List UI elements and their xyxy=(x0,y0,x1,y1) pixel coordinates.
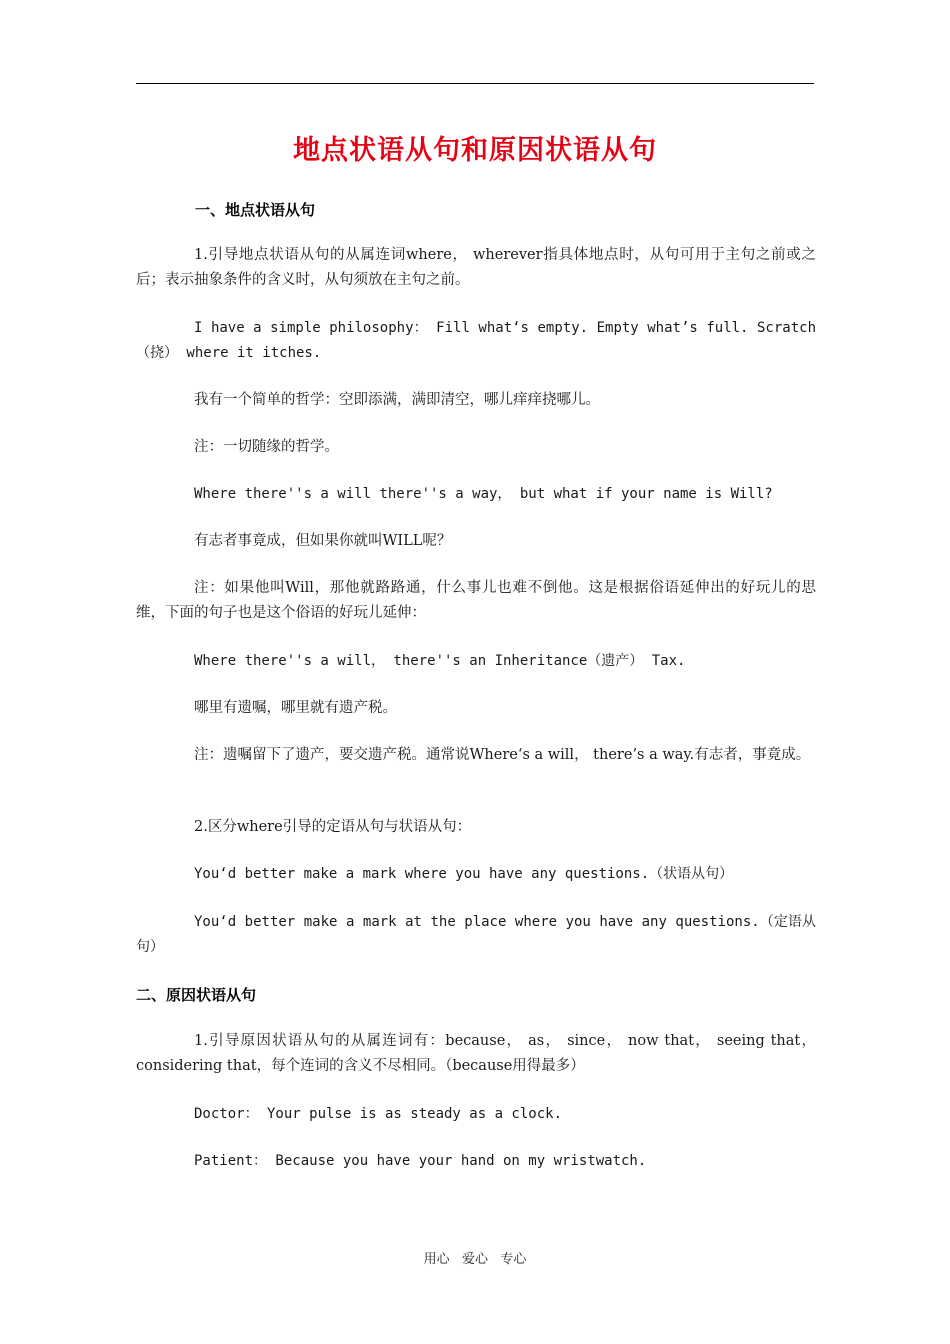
paragraph: You‘d better make a mark where you have any questions.（状语从句） xyxy=(194,866,734,882)
section-heading-place: 一、地点状语从句 xyxy=(195,201,316,219)
paragraph: Where there''s a will， there''s an Inheritance（遗产） Tax. xyxy=(194,653,686,669)
paragraph: Doctor： Your pulse is as steady as a clock. xyxy=(194,1106,563,1122)
page-footer: 用心 爱心 专心 xyxy=(423,1252,527,1267)
paragraph: 1.引导原因状语从句的从属连词有：because， as， since， now that， seeing that， considering that，每个连词的含义不尽相同。（because用得最多） xyxy=(136,1033,816,1074)
paragraph: Where there''s a will there''s a way， but what if your name is Will? xyxy=(194,486,773,502)
document-title: 地点状语从句和原因状语从句 xyxy=(293,135,657,166)
paragraph: 哪里有遗嘱，哪里就有遗产税。 xyxy=(194,700,397,716)
paragraph: 有志者事竟成，但如果你就叫WILL呢？ xyxy=(194,533,452,549)
paragraph: 1.引导地点状语从句的从属连词where， wherever指具体地点时，从句可用于主句之前或之后；表示抽象条件的含义时，从句须放在主句之前。 xyxy=(136,247,816,288)
paragraph: I have a simple philosophy： Fill what‘s empty. Empty what’s full. Scratch（挠） where it itches. xyxy=(136,320,816,361)
section-heading-cause: 二、原因状语从句 xyxy=(136,986,257,1004)
paragraph: You‘d better make a mark at the place where you have any questions.（定语从句） xyxy=(136,914,816,955)
paragraph: Patient： Because you have your hand on my wristwatch. xyxy=(194,1153,647,1169)
paragraph: 注：如果他叫Will，那他就路路通，什么事儿也难不倒他。这是根据俗语延伸出的好玩儿的思维，下面的句子也是这个俗语的好玩儿延伸： xyxy=(136,580,816,621)
paragraph: 2.区分where引导的定语从句与状语从句： xyxy=(194,819,472,835)
paragraph: 注：遗嘱留下了遗产，要交遗产税。通常说Where‘s a will， there’s a way.有志者，事竟成。 xyxy=(194,747,811,763)
header-rule xyxy=(136,83,814,84)
paragraph: 注：一切随缘的哲学。 xyxy=(194,439,339,455)
paragraph: 我有一个简单的哲学：空即添满，满即清空，哪儿痒痒挠哪儿。 xyxy=(194,392,600,408)
